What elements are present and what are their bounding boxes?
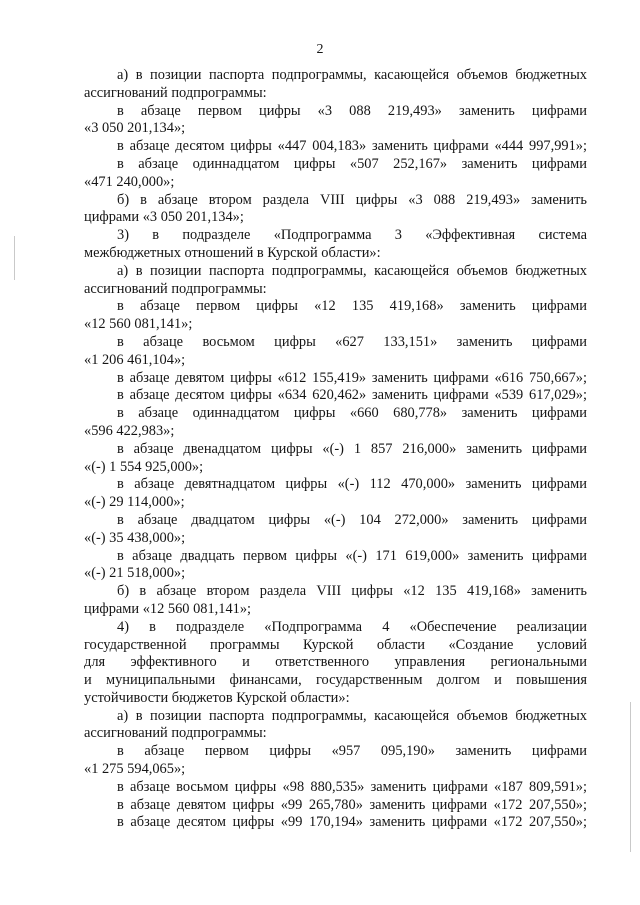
text-line: в абзаце девятнадцатом цифры «(-) 112 470,000» заменить цифрами <box>117 476 587 493</box>
text-line: в абзаце десятом цифры «447 004,183» заменить цифрами «444 997,991»; <box>117 138 587 155</box>
text-line: для эффективного и ответственного управления региональными <box>84 654 587 671</box>
text-line: б) в абзаце втором раздела VIII цифры «3 088 219,493» заменить <box>117 191 587 208</box>
text-line: в абзаце девятом цифры «612 155,419» заменить цифрами «616 750,667»; <box>117 369 587 386</box>
text-line: в абзаце десятом цифры «634 620,462» заменить цифрами «539 617,029»; <box>117 387 587 404</box>
text-line: в абзаце одиннадцатом цифры «660 680,778» заменить цифрами <box>117 405 587 422</box>
text-line: ассигнований подпрограммы: <box>84 84 267 101</box>
scan-edge-mark <box>630 702 631 852</box>
text-line: в абзаце десятом цифры «99 170,194» заменить цифрами «172 207,550»; <box>117 814 587 831</box>
text-line: «(-) 35 438,000»; <box>84 529 186 546</box>
text-line: устойчивости бюджетов Курской области»: <box>84 689 350 706</box>
text-line: «12 560 081,141»; <box>84 316 193 333</box>
text-line: в абзаце первом цифры «12 135 419,168» заменить цифрами <box>117 298 587 315</box>
text-line: «471 240,000»; <box>84 173 175 190</box>
text-line: в абзаце первом цифры «957 095,190» заменить цифрами <box>117 743 587 760</box>
text-line: в абзаце двенадцатом цифры «(-) 1 857 216,000» заменить цифрами <box>117 440 587 457</box>
text-line: «(-) 1 554 925,000»; <box>84 458 204 475</box>
text-line: «1 275 594,065»; <box>84 761 186 778</box>
text-line: ассигнований подпрограммы: <box>84 725 267 742</box>
text-line: в абзаце первом цифры «3 088 219,493» заменить цифрами <box>117 102 587 119</box>
scan-edge-mark <box>14 236 15 280</box>
text-line: «1 206 461,104»; <box>84 351 186 368</box>
text-line: 3) в подразделе «Подпрограмма 3 «Эффективная система <box>117 227 587 244</box>
text-line: а) в позиции паспорта подпрограммы, касающейся объемов бюджетных <box>117 67 587 83</box>
page-number: 2 <box>316 42 324 57</box>
text-line: «3 050 201,134»; <box>84 120 186 137</box>
text-line: «(-) 21 518,000»; <box>84 565 186 582</box>
document-body <box>84 67 587 832</box>
text-line: в абзаце восьмом цифры «98 880,535» заменить цифрами «187 809,591»; <box>117 778 587 795</box>
text-line: цифрами «12 560 081,141»; <box>84 600 252 617</box>
text-line: в абзаце двадцатом цифры «(-) 104 272,000» заменить цифрами <box>117 511 587 528</box>
text-line: ассигнований подпрограммы: <box>84 280 267 297</box>
text-line: в абзаце девятом цифры «99 265,780» заменить цифрами «172 207,550»; <box>117 796 587 813</box>
text-line: цифрами «3 050 201,134»; <box>84 209 244 226</box>
text-line: в абзаце двадцать первом цифры «(-) 171 619,000» заменить цифрами <box>117 547 587 564</box>
text-line: 4) в подразделе «Подпрограмма 4 «Обеспечение реализации <box>117 618 587 635</box>
text-line: «(-) 29 114,000»; <box>84 494 185 511</box>
text-line: государственной программы Курской области «Создание условий <box>84 636 587 653</box>
text-line: а) в позиции паспорта подпрограммы, касающейся объемов бюджетных <box>117 262 587 279</box>
text-line: в абзаце одиннадцатом цифры «507 252,167» заменить цифрами <box>117 155 587 172</box>
text-line: «596 422,983»; <box>84 422 175 439</box>
text-line: межбюджетных отношений в Курской области»: <box>84 244 381 261</box>
text-line: а) в позиции паспорта подпрограммы, касающейся объемов бюджетных <box>117 707 587 724</box>
text-line: б) в абзаце втором раздела VIII цифры «12 135 419,168» заменить <box>117 583 587 600</box>
text-line: в абзаце восьмом цифры «627 133,151» заменить цифрами <box>117 333 587 350</box>
text-line: и муниципальными финансами, государственным долгом и повышения <box>84 672 587 689</box>
